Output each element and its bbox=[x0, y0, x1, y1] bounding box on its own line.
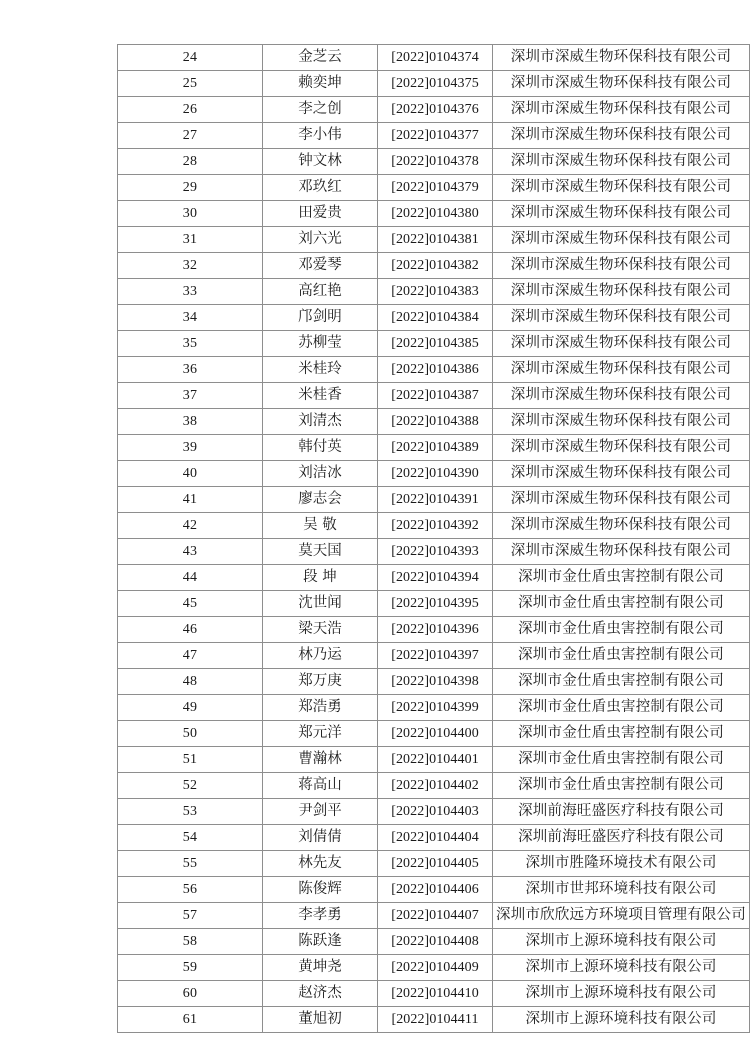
cell-certificate-number: [2022]0104409 bbox=[378, 955, 493, 981]
cell-sequence-number: 26 bbox=[118, 97, 263, 123]
table-row bbox=[118, 539, 750, 565]
cell-person-name: 刘六光 bbox=[263, 227, 378, 253]
cell-organization-name: 深圳市深威生物环保科技有限公司 bbox=[493, 149, 750, 175]
cell-organization-name: 深圳市深威生物环保科技有限公司 bbox=[493, 435, 750, 461]
cell-organization-name: 深圳市深威生物环保科技有限公司 bbox=[493, 175, 750, 201]
table-row bbox=[118, 487, 750, 513]
cell-person-name: 米桂玲 bbox=[263, 357, 378, 383]
cell-organization-name: 深圳市深威生物环保科技有限公司 bbox=[493, 539, 750, 565]
cell-person-name: 林乃运 bbox=[263, 643, 378, 669]
cell-person-name: 林先友 bbox=[263, 851, 378, 877]
cell-organization-name: 深圳前海旺盛医疗科技有限公司 bbox=[493, 825, 750, 851]
cell-person-name: 苏柳莹 bbox=[263, 331, 378, 357]
cell-organization-name: 深圳市金仕盾虫害控制有限公司 bbox=[493, 565, 750, 591]
cell-organization-name: 深圳市深威生物环保科技有限公司 bbox=[493, 279, 750, 305]
cell-organization-name: 深圳市深威生物环保科技有限公司 bbox=[493, 305, 750, 331]
cell-sequence-number: 44 bbox=[118, 565, 263, 591]
table-row bbox=[118, 175, 750, 201]
name-text-spaced: 段坤 bbox=[303, 569, 342, 585]
cell-certificate-number: [2022]0104390 bbox=[378, 461, 493, 487]
cell-organization-name: 深圳市胜隆环境技术有限公司 bbox=[493, 851, 750, 877]
name-text-spaced: 吴敬 bbox=[303, 517, 342, 533]
cell-sequence-number: 58 bbox=[118, 929, 263, 955]
cell-person-name: 赵济杰 bbox=[263, 981, 378, 1007]
table-row bbox=[118, 45, 750, 71]
cell-sequence-number: 27 bbox=[118, 123, 263, 149]
cell-sequence-number: 61 bbox=[118, 1007, 263, 1033]
cell-person-name: 邝剑明 bbox=[263, 305, 378, 331]
table-row bbox=[118, 695, 750, 721]
cell-organization-name: 深圳市深威生物环保科技有限公司 bbox=[493, 97, 750, 123]
cell-sequence-number: 47 bbox=[118, 643, 263, 669]
cell-certificate-number: [2022]0104391 bbox=[378, 487, 493, 513]
cell-certificate-number: [2022]0104394 bbox=[378, 565, 493, 591]
table-row bbox=[118, 149, 750, 175]
cell-sequence-number: 55 bbox=[118, 851, 263, 877]
table-row bbox=[118, 461, 750, 487]
table-row bbox=[118, 1007, 750, 1033]
cell-certificate-number: [2022]0104382 bbox=[378, 253, 493, 279]
table-row bbox=[118, 669, 750, 695]
cell-certificate-number: [2022]0104388 bbox=[378, 409, 493, 435]
cell-organization-name: 深圳市世邦环境科技有限公司 bbox=[493, 877, 750, 903]
cell-sequence-number: 35 bbox=[118, 331, 263, 357]
cell-person-name: 黄坤尧 bbox=[263, 955, 378, 981]
cell-sequence-number: 46 bbox=[118, 617, 263, 643]
cell-organization-name: 深圳市深威生物环保科技有限公司 bbox=[493, 227, 750, 253]
cell-organization-name: 深圳市深威生物环保科技有限公司 bbox=[493, 331, 750, 357]
cell-certificate-number: [2022]0104402 bbox=[378, 773, 493, 799]
cell-organization-name: 深圳市上源环境科技有限公司 bbox=[493, 929, 750, 955]
cell-certificate-number: [2022]0104405 bbox=[378, 851, 493, 877]
cell-certificate-number: [2022]0104393 bbox=[378, 539, 493, 565]
cell-sequence-number: 42 bbox=[118, 513, 263, 539]
cell-person-name: 郑万庚 bbox=[263, 669, 378, 695]
table-row bbox=[118, 981, 750, 1007]
cell-sequence-number: 33 bbox=[118, 279, 263, 305]
cell-certificate-number: [2022]0104383 bbox=[378, 279, 493, 305]
cell-person-name: 梁天浩 bbox=[263, 617, 378, 643]
cell-person-name: 邓爱琴 bbox=[263, 253, 378, 279]
cell-organization-name: 深圳市金仕盾虫害控制有限公司 bbox=[493, 773, 750, 799]
cell-sequence-number: 37 bbox=[118, 383, 263, 409]
cell-person-name: 刘倩倩 bbox=[263, 825, 378, 851]
cell-organization-name: 深圳市上源环境科技有限公司 bbox=[493, 981, 750, 1007]
cell-sequence-number: 38 bbox=[118, 409, 263, 435]
cell-certificate-number: [2022]0104404 bbox=[378, 825, 493, 851]
cell-organization-name: 深圳市深威生物环保科技有限公司 bbox=[493, 487, 750, 513]
cell-sequence-number: 60 bbox=[118, 981, 263, 1007]
cell-certificate-number: [2022]0104376 bbox=[378, 97, 493, 123]
table-row bbox=[118, 357, 750, 383]
cell-person-name: 高红艳 bbox=[263, 279, 378, 305]
cell-sequence-number: 43 bbox=[118, 539, 263, 565]
cell-person-name: 莫天国 bbox=[263, 539, 378, 565]
cell-certificate-number: [2022]0104400 bbox=[378, 721, 493, 747]
cell-person-name: 蒋高山 bbox=[263, 773, 378, 799]
cell-organization-name: 深圳市金仕盾虫害控制有限公司 bbox=[493, 591, 750, 617]
cell-certificate-number: [2022]0104374 bbox=[378, 45, 493, 71]
cell-person-name: 廖志会 bbox=[263, 487, 378, 513]
table-row bbox=[118, 71, 750, 97]
cell-sequence-number: 48 bbox=[118, 669, 263, 695]
cell-certificate-number: [2022]0104397 bbox=[378, 643, 493, 669]
cell-sequence-number: 29 bbox=[118, 175, 263, 201]
cell-organization-name: 深圳市深威生物环保科技有限公司 bbox=[493, 409, 750, 435]
cell-certificate-number: [2022]0104396 bbox=[378, 617, 493, 643]
cell-person-name: 尹剑平 bbox=[263, 799, 378, 825]
cell-sequence-number: 34 bbox=[118, 305, 263, 331]
table-row bbox=[118, 97, 750, 123]
cell-organization-name: 深圳市深威生物环保科技有限公司 bbox=[493, 253, 750, 279]
table-row bbox=[118, 565, 750, 591]
cell-person-name: 米桂香 bbox=[263, 383, 378, 409]
table-row bbox=[118, 825, 750, 851]
cell-person-name: 沈世闻 bbox=[263, 591, 378, 617]
table-row bbox=[118, 435, 750, 461]
cell-person-name: 郑浩勇 bbox=[263, 695, 378, 721]
cell-sequence-number: 53 bbox=[118, 799, 263, 825]
cell-person-name bbox=[263, 565, 378, 591]
cell-organization-name: 深圳市欣欣远方环境项目管理有限公司 bbox=[493, 903, 750, 929]
cell-organization-name: 深圳市深威生物环保科技有限公司 bbox=[493, 201, 750, 227]
cell-sequence-number: 41 bbox=[118, 487, 263, 513]
cell-certificate-number: [2022]0104411 bbox=[378, 1007, 493, 1033]
cell-sequence-number: 50 bbox=[118, 721, 263, 747]
cell-person-name: 刘洁冰 bbox=[263, 461, 378, 487]
table-row bbox=[118, 877, 750, 903]
table-row bbox=[118, 955, 750, 981]
cell-certificate-number: [2022]0104410 bbox=[378, 981, 493, 1007]
table-row bbox=[118, 253, 750, 279]
table-row bbox=[118, 591, 750, 617]
cell-certificate-number: [2022]0104378 bbox=[378, 149, 493, 175]
cell-person-name: 田爱贵 bbox=[263, 201, 378, 227]
table-row bbox=[118, 305, 750, 331]
cell-person-name bbox=[263, 513, 378, 539]
cell-sequence-number: 52 bbox=[118, 773, 263, 799]
cell-person-name: 陈俊辉 bbox=[263, 877, 378, 903]
cell-certificate-number: [2022]0104399 bbox=[378, 695, 493, 721]
cell-person-name: 钟文林 bbox=[263, 149, 378, 175]
cell-certificate-number: [2022]0104381 bbox=[378, 227, 493, 253]
cell-organization-name: 深圳市金仕盾虫害控制有限公司 bbox=[493, 695, 750, 721]
cell-sequence-number: 54 bbox=[118, 825, 263, 851]
table-row bbox=[118, 721, 750, 747]
cell-sequence-number: 25 bbox=[118, 71, 263, 97]
table-row bbox=[118, 799, 750, 825]
cell-organization-name: 深圳市金仕盾虫害控制有限公司 bbox=[493, 617, 750, 643]
cell-certificate-number: [2022]0104380 bbox=[378, 201, 493, 227]
table-row bbox=[118, 903, 750, 929]
cell-sequence-number: 56 bbox=[118, 877, 263, 903]
table-row bbox=[118, 227, 750, 253]
cell-certificate-number: [2022]0104389 bbox=[378, 435, 493, 461]
cell-person-name: 金芝云 bbox=[263, 45, 378, 71]
table-row bbox=[118, 617, 750, 643]
cell-person-name: 李小伟 bbox=[263, 123, 378, 149]
cell-sequence-number: 32 bbox=[118, 253, 263, 279]
table-row bbox=[118, 851, 750, 877]
cell-sequence-number: 59 bbox=[118, 955, 263, 981]
cell-person-name: 李之创 bbox=[263, 97, 378, 123]
cell-sequence-number: 49 bbox=[118, 695, 263, 721]
cell-certificate-number: [2022]0104407 bbox=[378, 903, 493, 929]
table-row bbox=[118, 279, 750, 305]
cell-certificate-number: [2022]0104377 bbox=[378, 123, 493, 149]
cell-certificate-number: [2022]0104379 bbox=[378, 175, 493, 201]
table-row bbox=[118, 123, 750, 149]
cell-organization-name: 深圳市深威生物环保科技有限公司 bbox=[493, 513, 750, 539]
cell-certificate-number: [2022]0104403 bbox=[378, 799, 493, 825]
cell-person-name: 董旭初 bbox=[263, 1007, 378, 1033]
table-row bbox=[118, 929, 750, 955]
cell-sequence-number: 28 bbox=[118, 149, 263, 175]
cell-organization-name: 深圳市金仕盾虫害控制有限公司 bbox=[493, 747, 750, 773]
cell-person-name: 陈跃逢 bbox=[263, 929, 378, 955]
cell-organization-name: 深圳市金仕盾虫害控制有限公司 bbox=[493, 669, 750, 695]
cell-person-name: 李孝勇 bbox=[263, 903, 378, 929]
table-row bbox=[118, 643, 750, 669]
cell-organization-name: 深圳市深威生物环保科技有限公司 bbox=[493, 357, 750, 383]
cell-certificate-number: [2022]0104392 bbox=[378, 513, 493, 539]
cell-sequence-number: 24 bbox=[118, 45, 263, 71]
cell-sequence-number: 36 bbox=[118, 357, 263, 383]
cell-sequence-number: 31 bbox=[118, 227, 263, 253]
cell-organization-name: 深圳市上源环境科技有限公司 bbox=[493, 1007, 750, 1033]
cell-certificate-number: [2022]0104387 bbox=[378, 383, 493, 409]
cell-organization-name: 深圳市上源环境科技有限公司 bbox=[493, 955, 750, 981]
cell-person-name: 赖奕坤 bbox=[263, 71, 378, 97]
cell-person-name: 刘清杰 bbox=[263, 409, 378, 435]
table-row bbox=[118, 773, 750, 799]
cell-certificate-number: [2022]0104408 bbox=[378, 929, 493, 955]
cell-sequence-number: 45 bbox=[118, 591, 263, 617]
cell-sequence-number: 57 bbox=[118, 903, 263, 929]
cell-person-name: 邓玖红 bbox=[263, 175, 378, 201]
cell-organization-name: 深圳市深威生物环保科技有限公司 bbox=[493, 123, 750, 149]
cell-organization-name: 深圳市深威生物环保科技有限公司 bbox=[493, 45, 750, 71]
cell-certificate-number: [2022]0104386 bbox=[378, 357, 493, 383]
table-body bbox=[118, 45, 750, 1033]
cell-certificate-number: [2022]0104385 bbox=[378, 331, 493, 357]
cell-organization-name: 深圳市金仕盾虫害控制有限公司 bbox=[493, 721, 750, 747]
cell-certificate-number: [2022]0104375 bbox=[378, 71, 493, 97]
table-row bbox=[118, 747, 750, 773]
cell-sequence-number: 51 bbox=[118, 747, 263, 773]
cell-certificate-number: [2022]0104384 bbox=[378, 305, 493, 331]
cell-person-name: 韩付英 bbox=[263, 435, 378, 461]
certificate-registry-table bbox=[117, 44, 750, 1033]
table-row bbox=[118, 513, 750, 539]
cell-sequence-number: 40 bbox=[118, 461, 263, 487]
cell-organization-name: 深圳市深威生物环保科技有限公司 bbox=[493, 71, 750, 97]
table-row bbox=[118, 409, 750, 435]
cell-organization-name: 深圳市金仕盾虫害控制有限公司 bbox=[493, 643, 750, 669]
cell-sequence-number: 30 bbox=[118, 201, 263, 227]
cell-certificate-number: [2022]0104401 bbox=[378, 747, 493, 773]
cell-person-name: 曹瀚林 bbox=[263, 747, 378, 773]
table-row bbox=[118, 331, 750, 357]
table-row bbox=[118, 201, 750, 227]
cell-organization-name: 深圳市深威生物环保科技有限公司 bbox=[493, 383, 750, 409]
cell-certificate-number: [2022]0104398 bbox=[378, 669, 493, 695]
cell-person-name: 郑元洋 bbox=[263, 721, 378, 747]
table-row bbox=[118, 383, 750, 409]
cell-organization-name: 深圳市深威生物环保科技有限公司 bbox=[493, 461, 750, 487]
cell-organization-name: 深圳前海旺盛医疗科技有限公司 bbox=[493, 799, 750, 825]
cell-sequence-number: 39 bbox=[118, 435, 263, 461]
cell-certificate-number: [2022]0104406 bbox=[378, 877, 493, 903]
cell-certificate-number: [2022]0104395 bbox=[378, 591, 493, 617]
